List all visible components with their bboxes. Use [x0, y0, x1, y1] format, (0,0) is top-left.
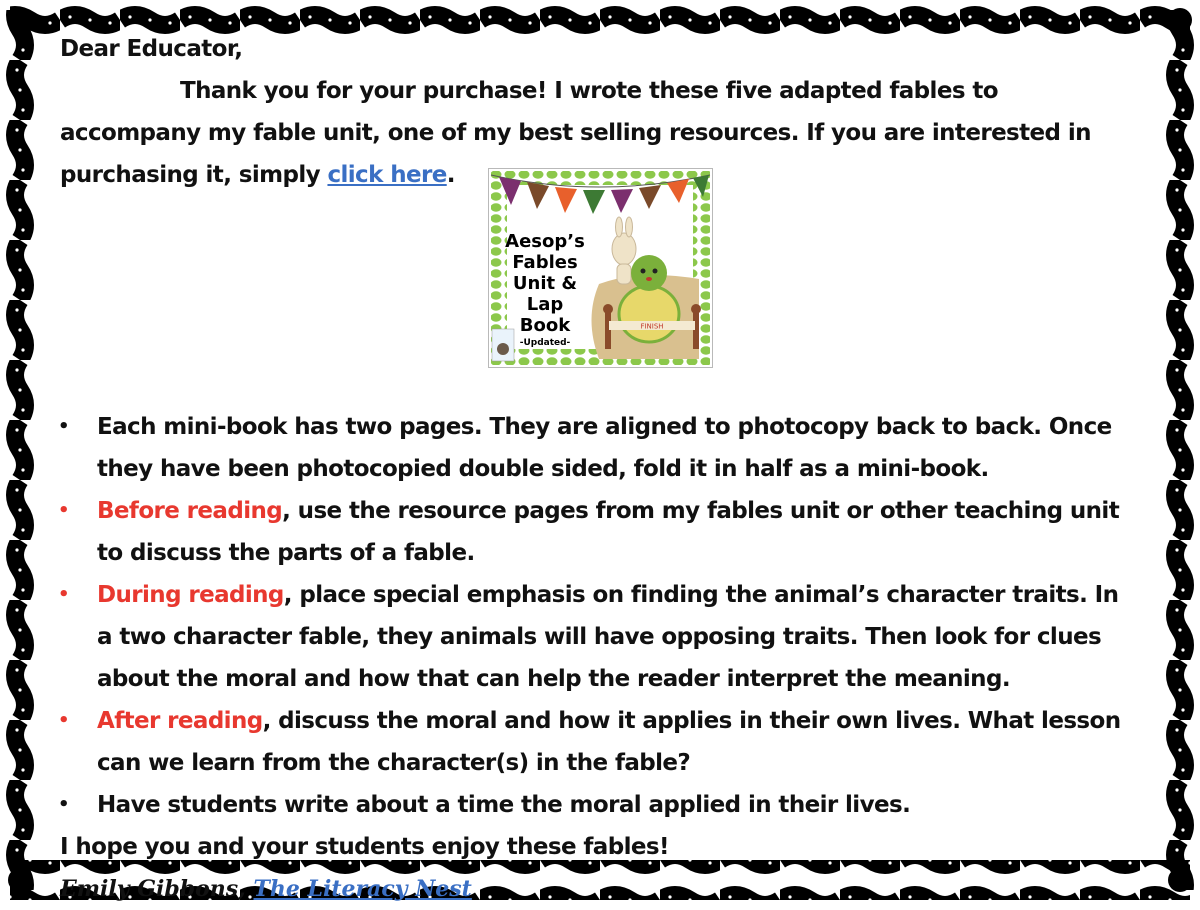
bullet-during-reading-cont-1: a two character fable, they animals will have opposing traits. Then look for clues [97, 624, 1102, 650]
bullet-icon: • [58, 584, 69, 605]
bullet-icon: • [58, 794, 69, 815]
bullet-photocopy-cont: they have been photocopied double sided, fold it in half as a mini-book. [97, 456, 989, 482]
click-here-link[interactable]: click here [327, 162, 447, 188]
bullet-icon: • [58, 416, 69, 437]
bullet-after-reading-cont: can we learn from the character(s) in the fable? [97, 750, 691, 776]
intro-line-1: Thank you for your purchase! I wrote these five adapted fables to [180, 78, 998, 104]
bullet-before-reading-cont: to discuss the parts of a fable. [97, 540, 475, 566]
greeting: Dear Educator, [60, 36, 243, 62]
cover-artwork [489, 169, 712, 367]
svg-text:Fables: Fables [512, 252, 578, 273]
svg-text:Unit &: Unit & [512, 273, 578, 294]
bullet-during-reading-cont-2: about the moral and how that can help the reader interpret the meaning. [97, 666, 1010, 692]
signature [60, 868, 1160, 910]
svg-text:Aesop’s: Aesop’s [505, 231, 585, 252]
product-cover-image[interactable] [488, 168, 713, 368]
after-reading-label: After reading [97, 708, 263, 734]
svg-text:Book: Book [519, 315, 571, 336]
intro-line-3-suffix: . [446, 162, 455, 188]
svg-text:Lap: Lap [526, 294, 564, 315]
during-reading-label: During reading [97, 582, 284, 608]
svg-text:-Updated-: -Updated- [519, 338, 571, 348]
bullet-photocopy: • Each mini-book has two pages. They are aligned to photocopy back to back. Once [60, 406, 1160, 448]
bullet-during-reading: • During reading, place special emphasis on finding the animal’s character traits. In [60, 574, 1160, 616]
closing: I hope you and your students enjoy these fables! [60, 834, 669, 860]
bullet-before-reading: • Before reading, use the resource pages from my fables unit or other teaching unit [60, 490, 1160, 532]
bullet-after-reading: • After reading, discuss the moral and how it applies in their own lives. What lesson [60, 700, 1160, 742]
bullet-icon: • [58, 710, 69, 731]
intro-line-2: accompany my fable unit, one of my best selling resources. If you are interested in [60, 120, 1091, 146]
finish-banner-text: FINISH [640, 322, 664, 331]
before-reading-label: Before reading [97, 498, 283, 524]
signature-name: Emily Gibbons, [60, 876, 254, 902]
intro-line-3-prefix: purchasing it, simply [60, 162, 328, 188]
bullet-icon: • [58, 500, 69, 521]
literacy-nest-link[interactable]: The Literacy Nest [253, 876, 472, 902]
bullet-write-about: • Have students write about a time the moral applied in their lives. [60, 784, 1160, 826]
letter-body [60, 28, 1160, 910]
